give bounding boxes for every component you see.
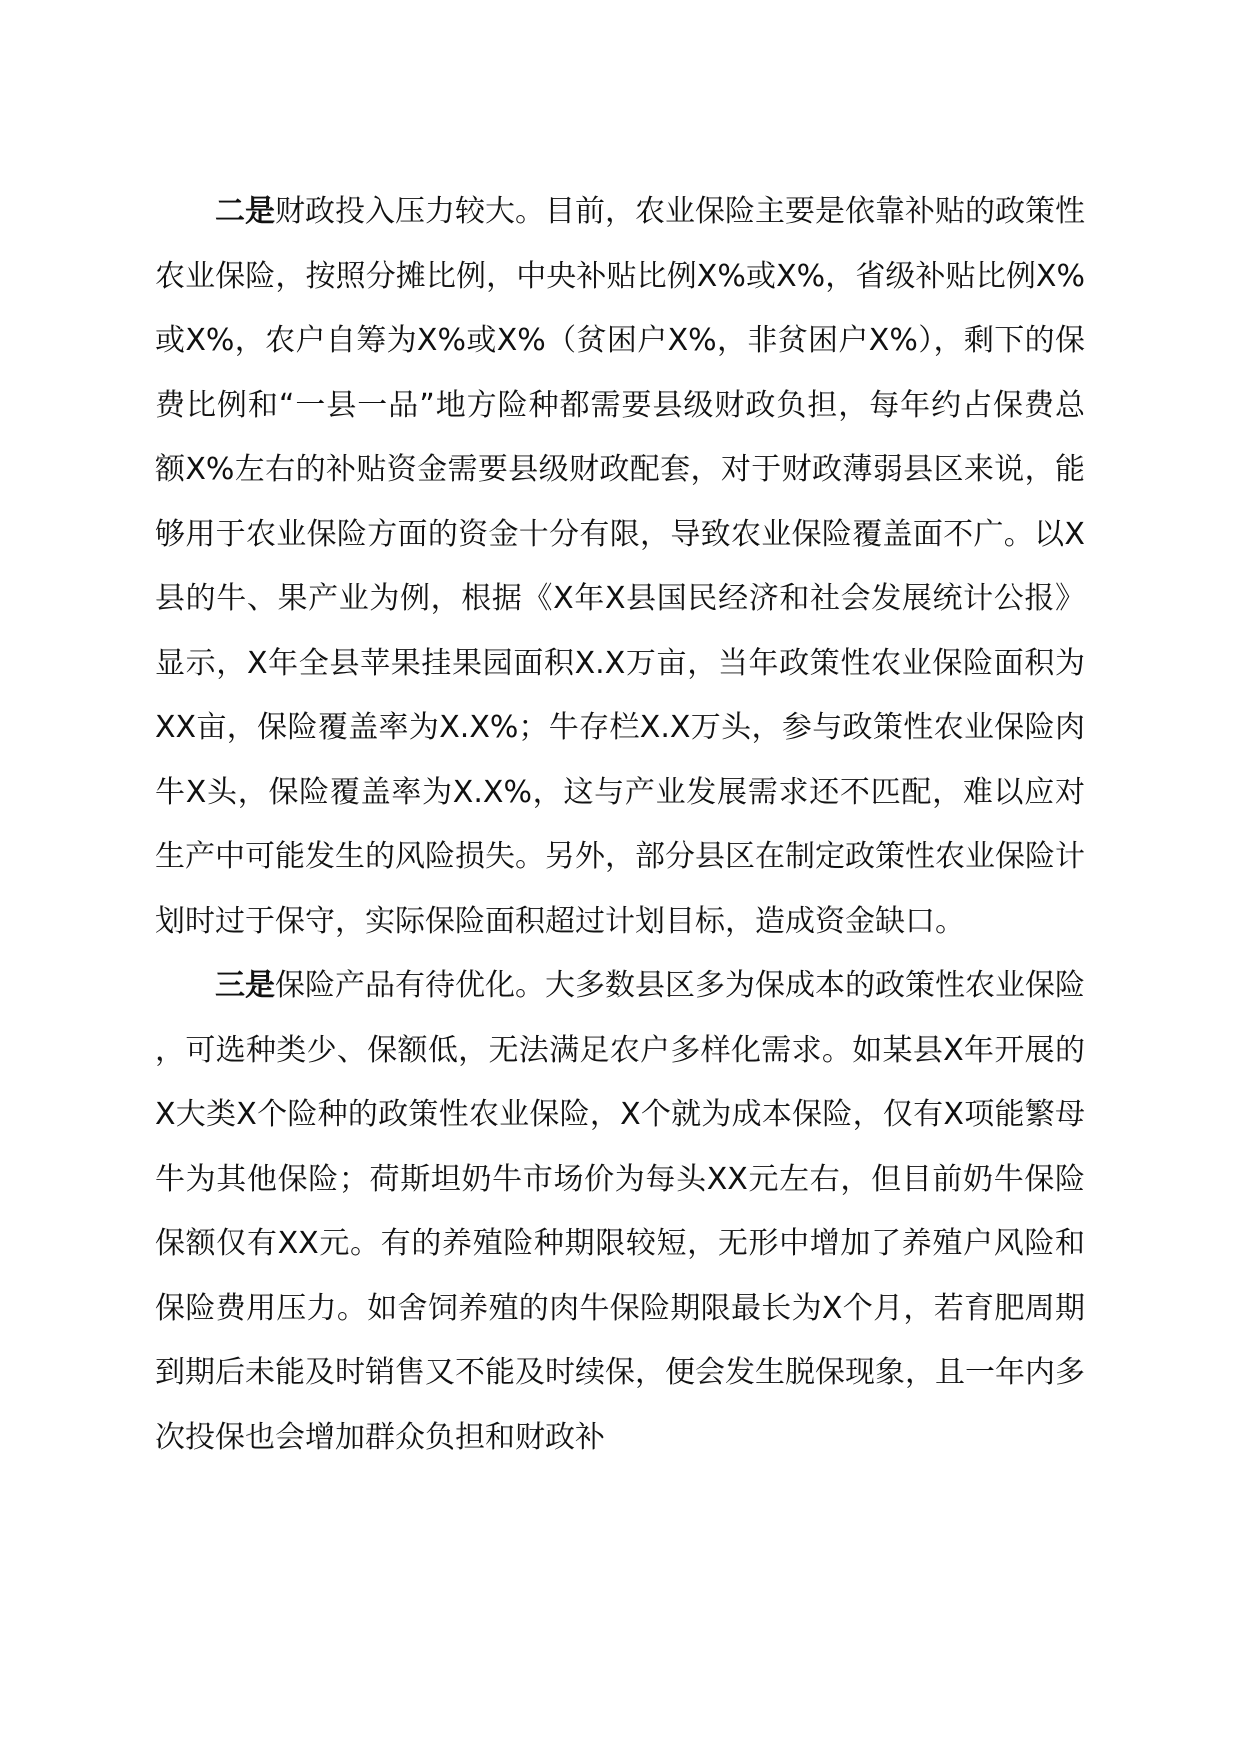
document-body — [155, 180, 1085, 1470]
paragraph-text: 保险产品有待优化。大多数县区多为保成本的政策性农业保险，可选种类少、保额低，无法满足农户多样化需求。如某县X年开展的X大类X个险种的政策性农业保险，X个就为成本保险，仅有X项能繁母牛为其他保险；荷斯坦奶牛市场价为每头XX元左右，但目前奶牛保险保额仅有XX元。有的养殖险种期限较短，无形中增加了养殖户风险和保险费用压力。如舍饲养殖的肉牛保险期限最长为X个月，若育肥周期到期后未能及时销售又不能及时续保，便会发生脱保现象，且一年内多次投保也会增加群众负担和财政补 — [155, 968, 1085, 1455]
paragraph-lead: 三是 — [215, 968, 275, 1003]
paragraph-product-optimization — [155, 954, 1085, 1470]
paragraph-finance-pressure — [155, 180, 1085, 954]
paragraph-text: 财政投入压力较大。目前，农业保险主要是依靠补贴的政策性农业保险，按照分摊比例，中央补贴比例X%或X%，省级补贴比例X%或X%，农户自筹为X%或X%（贫困户X%，非贫困户X%），剩下的保费比例和“一县一品”地方险种都需要县级财政负担，每年约占保费总额X%左右的补贴资金需要县级财政配套，对于财政薄弱县区来说，能够用于农业保险方面的资金十分有限，导致农业保险覆盖面不广。以X县的牛、果产业为例，根据《X年X县国民经济和社会发展统计公报》显示，X年全县苹果挂果园面积X.X万亩，当年政策性农业保险面积为XX亩，保险覆盖率为X.X%；牛存栏X.X万头，参与政策性农业保险肉牛X头，保险覆盖率为X.X%，这与产业发展需求还不匹配，难以应对生产中可能发生的风险损失。另外，部分县区在制定政策性农业保险计划时过于保守，实际保险面积超过计划目标，造成资金缺口。 — [155, 194, 1085, 939]
paragraph-lead: 二是 — [215, 194, 275, 229]
